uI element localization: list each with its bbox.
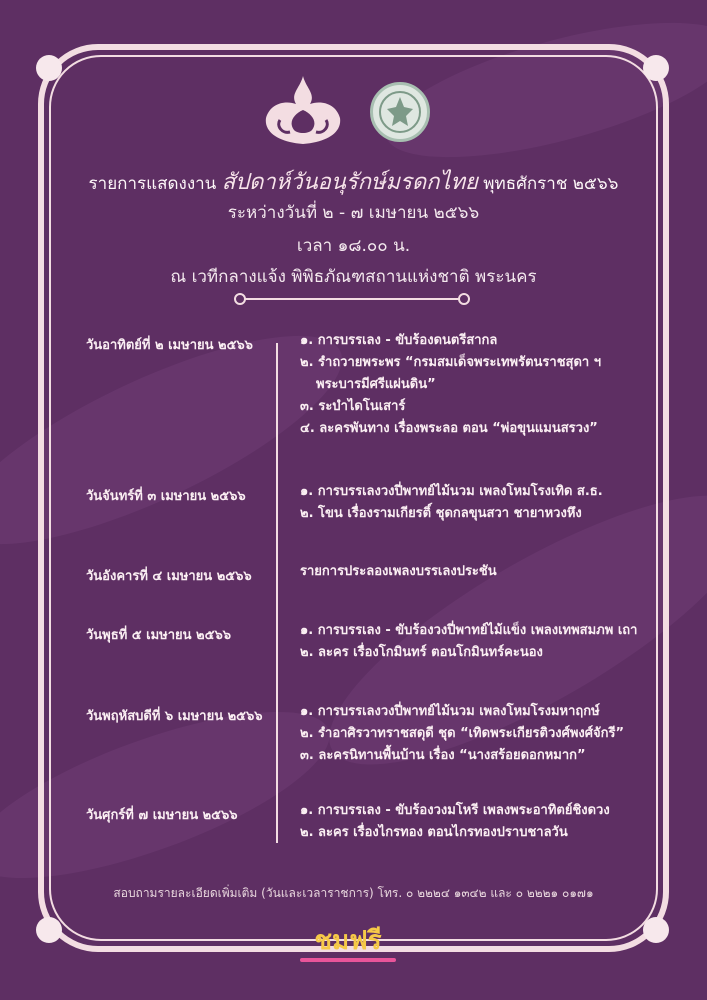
title-year: พุทธศักราช ๒๕๖๖	[483, 174, 619, 194]
schedule-items	[300, 620, 660, 664]
event-title	[0, 164, 707, 199]
schedule-item: พระบารมีศรีแผ่นดิน”	[316, 377, 436, 392]
corner-dot-bottom-left	[36, 917, 62, 943]
schedule-item: ๒. โขน เรื่องรามเกียรติ์ ชุดกลขุนสวา ชายาหวงหึง	[300, 506, 582, 521]
schedule-day: วันพุธที่ ๕ เมษายน ๒๕๖๖	[86, 628, 231, 643]
schedule-item: ๓. ระบำไดโนเสาร์	[300, 399, 406, 414]
title-prefix: รายการแสดงงาน	[88, 174, 217, 194]
schedule-item: ๒. รำถวายพระพร “กรมสมเด็จพระเทพรัตนราชสุดา ฯ	[300, 355, 602, 370]
event-venue: ณ เวทีกลางแจ้ง พิพิธภัณฑสถานแห่งชาติ พระนคร	[170, 267, 537, 287]
schedule-item: ๑. การบรรเลง - ขับร้องวงปี่พาทย์ไม้แข็ง เพลงเทพสมภพ เถา	[300, 623, 638, 638]
schedule-item: ๒. ละคร เรื่องไกรทอง ตอนไกรทองปราบชาลวัน	[300, 825, 568, 840]
schedule-item: ๔. ละครพันทาง เรื่องพระลอ ตอน “พ่อขุนแมนสรวง”	[300, 421, 598, 436]
schedule-day: วันอังคารที่ ๔ เมษายน ๒๕๖๖	[86, 569, 252, 584]
schedule-item: ๒. ละคร เรื่องโกมินทร์ ตอนโกมินทร์คะนอง	[300, 645, 543, 660]
schedule-day: วันศุกร์ที่ ๗ เมษายน ๒๕๖๖	[86, 808, 238, 823]
schedule-day: วันพฤหัสบดีที่ ๖ เมษายน ๒๕๖๖	[86, 709, 263, 724]
corner-dot-top-left	[36, 55, 62, 81]
schedule-item: ๑. การบรรเลง - ขับร้องดนตรีสากล	[300, 333, 498, 348]
schedule-item: ๑. การบรรเลง - ขับร้องวงมโหรี เพลงพระอาทิตย์ชิงดวง	[300, 803, 610, 818]
free-admission-label: ชมฟรี	[314, 926, 382, 956]
schedule-items	[300, 800, 660, 844]
schedule-item: ๑. การบรรเลงวงปี่พาทย์ไม้นวม เพลงโหมโรงเทิด ส.ธ.	[300, 484, 603, 499]
free-admission-underline	[300, 958, 396, 962]
schedule-day: วันอาทิตย์ที่ ๒ เมษายน ๒๕๖๖	[86, 338, 253, 353]
department-seal-icon	[370, 82, 430, 142]
title-event-name: สัปดาห์วันอนุรักษ์มรดกไทย	[221, 170, 478, 195]
schedule-day: วันจันทร์ที่ ๓ เมษายน ๒๕๖๖	[86, 489, 246, 504]
schedule-divider	[276, 343, 278, 843]
event-dates: ระหว่างวันที่ ๒ - ๗ เมษายน ๒๕๖๖	[227, 203, 480, 223]
schedule-item: ๒. รำอาศิรวาทราชสดุดี ชุด “เทิดพระเกียรติวงศ์พงศ์จักรี”	[300, 726, 625, 741]
schedule-items	[300, 481, 660, 525]
schedule-items	[300, 330, 660, 440]
contact-note: สอบถามรายละเอียดเพิ่มเติม (วันและเวลาราชการ) โทร. ๐ ๒๒๒๔ ๑๓๔๒ และ ๐ ๒๒๒๑ ๐๑๗๑	[113, 886, 594, 900]
corner-dot-bottom-right	[643, 917, 669, 943]
event-time: เวลา ๑๘.๐๐ น.	[296, 236, 411, 256]
schedule-items	[300, 561, 660, 583]
schedule-item: ๓. ละครนิทานพื้นบ้าน เรื่อง “นางสร้อยดอกหมาก”	[300, 748, 586, 763]
corner-dot-top-right	[643, 55, 669, 81]
scroll-ornament-icon	[232, 290, 472, 308]
schedule-item: ๑. การบรรเลงวงปี่พาทย์ไม้นวม เพลงโหมโรงมหาฤกษ์	[300, 704, 600, 719]
crown-logo-icon	[260, 74, 346, 146]
schedule-items	[300, 701, 660, 767]
schedule-item: รายการประลองเพลงบรรเลงประชัน	[300, 564, 497, 579]
